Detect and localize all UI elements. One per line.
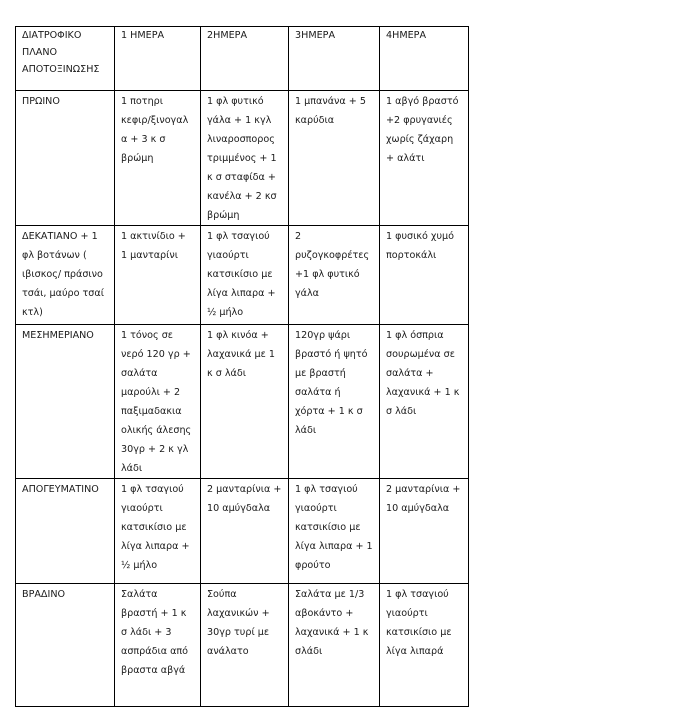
meal-text: 1 φλ τσαγιού γιαούρτι κατσικίσιο με λίγα λιπαρα + ½ μήλο <box>121 484 190 571</box>
meal-row-breakfast <box>16 91 469 226</box>
meal-text: 2 ρυζογκοφρέτες +1 φλ φυτικό γάλα <box>295 231 370 299</box>
meal-cell <box>380 479 469 584</box>
meal-name: ΠΡΩΙΝΟ <box>22 96 60 107</box>
meal-name: ΜΕΣΗΜΕΡΙΑΝΟ <box>22 330 94 341</box>
plan-title: ΔΙΑΤΡΟΦΙΚΟ ΠΛΑΝΟ ΑΠΟΤΟΞΙΝΩΣΗΣ <box>22 30 100 75</box>
day-label: 1 ΗΜΕΡΑ <box>121 30 165 41</box>
header-day-1 <box>115 27 201 91</box>
meal-cell <box>201 584 289 707</box>
day-label: 3ΗΜΕΡΑ <box>295 30 336 41</box>
meal-text: Σαλάτα με 1/3 αβοκάντο + λαχανικά + 1 κ σλάδι <box>295 589 369 657</box>
meal-text: 1 φλ τσαγιού γιαούρτι κατσικίσιο με λίγα λιπαρά <box>386 589 452 657</box>
meal-cell <box>380 226 469 325</box>
meal-cell <box>380 584 469 707</box>
meal-cell <box>201 325 289 479</box>
meal-text: 1 μπανάνα + 5 καρύδια <box>295 96 366 126</box>
meal-cell <box>380 325 469 479</box>
meal-cell <box>115 91 201 226</box>
meal-text: 1 φλ κινόα + λαχανικά με 1 κ σ λάδι <box>207 330 275 379</box>
meal-cell <box>115 226 201 325</box>
meal-row-dinner <box>16 584 469 707</box>
meal-text: 2 μανταρίνια + 10 αμύγδαλα <box>207 484 282 514</box>
day-label: 4ΗΜΕΡΑ <box>386 30 427 41</box>
meal-cell <box>201 479 289 584</box>
meal-name: ΑΠΟΓΕΥΜΑΤΙΝΟ <box>22 484 99 495</box>
meal-name-cell <box>16 479 115 584</box>
header-row <box>16 27 469 91</box>
meal-text: 1 ποτηρι κεφιρ/ξινογαλ α + 3 κ σ βρώμη <box>121 96 189 164</box>
header-corner-cell <box>16 27 115 91</box>
meal-row-lunch <box>16 325 469 479</box>
meal-cell <box>289 91 380 226</box>
meal-text: 1 φυσικό χυμό πορτοκάλι <box>386 231 454 261</box>
meal-cell <box>289 479 380 584</box>
meal-text: 1 φλ τσαγιού γιαούρτι κατσικίσιο με λίγα λιπαρα + 1 φρούτο <box>295 484 373 571</box>
meal-name: ΒΡΑΔΙΝΟ <box>22 589 66 600</box>
meal-name: ΔΕΚΑΤΙΑΝΟ + 1 φλ βοτάνων ( ιβισκος/ πράσινο τσάι, μαύρο τσαί κτλ) <box>22 231 104 318</box>
meal-text: 2 μανταρίνια + 10 αμύγδαλα <box>386 484 461 514</box>
meal-text: 1 φλ τσαγιού γιαούρτι κατσικίσιο με λίγα λιπαρα + ½ μήλο <box>207 231 276 318</box>
header-day-4 <box>380 27 469 91</box>
meal-name-cell <box>16 325 115 479</box>
meal-text: Σαλάτα βραστή + 1 κ σ λάδι + 3 ασπράδια από βραστα αβγά <box>121 589 189 676</box>
meal-cell <box>289 325 380 479</box>
meal-cell <box>115 584 201 707</box>
meal-text: 1 φλ όσπρια σουρωμένα σε σαλάτα + λαχανικά + 1 κ σ λάδι <box>386 330 460 417</box>
meal-name-cell <box>16 226 115 325</box>
meal-text: 1 τόνος σε νερό 120 γρ + σαλάτα μαρούλι + 2 παξιμαδακια ολικής άλεσης 30γρ + 2 κ γλ λάδι <box>121 330 192 474</box>
header-day-3 <box>289 27 380 91</box>
meal-text: 1 ακτινίδιο + 1 μανταρίνι <box>121 231 186 261</box>
meal-text: 120γρ ψάρι βραστό ή ψητό με βραστή σαλάτα ή χόρτα + 1 κ σ λάδι <box>295 330 368 436</box>
meal-row-morning-snack <box>16 226 469 325</box>
meal-name-cell <box>16 584 115 707</box>
meal-name-cell <box>16 91 115 226</box>
meal-row-afternoon-snack <box>16 479 469 584</box>
meal-cell <box>201 226 289 325</box>
diet-plan-table <box>15 26 469 707</box>
meal-cell <box>115 479 201 584</box>
meal-cell <box>201 91 289 226</box>
header-day-2 <box>201 27 289 91</box>
meal-text: Σούπα λαχανικών + 30γρ τυρί με ανάλατο <box>207 589 270 657</box>
meal-cell <box>289 226 380 325</box>
meal-text: 1 φλ φυτικό γάλα + 1 κγλ λιναροσπορος τριμμένος + 1 κ σ σταφίδα + κανέλα + 2 κσ βρώμη <box>207 96 277 221</box>
meal-cell <box>115 325 201 479</box>
meal-cell <box>289 584 380 707</box>
meal-cell <box>380 91 469 226</box>
day-label: 2ΗΜΕΡΑ <box>207 30 248 41</box>
meal-text: 1 αβγό βραστό +2 φρυγανιές χωρίς ζάχαρη + αλάτι <box>386 96 459 164</box>
